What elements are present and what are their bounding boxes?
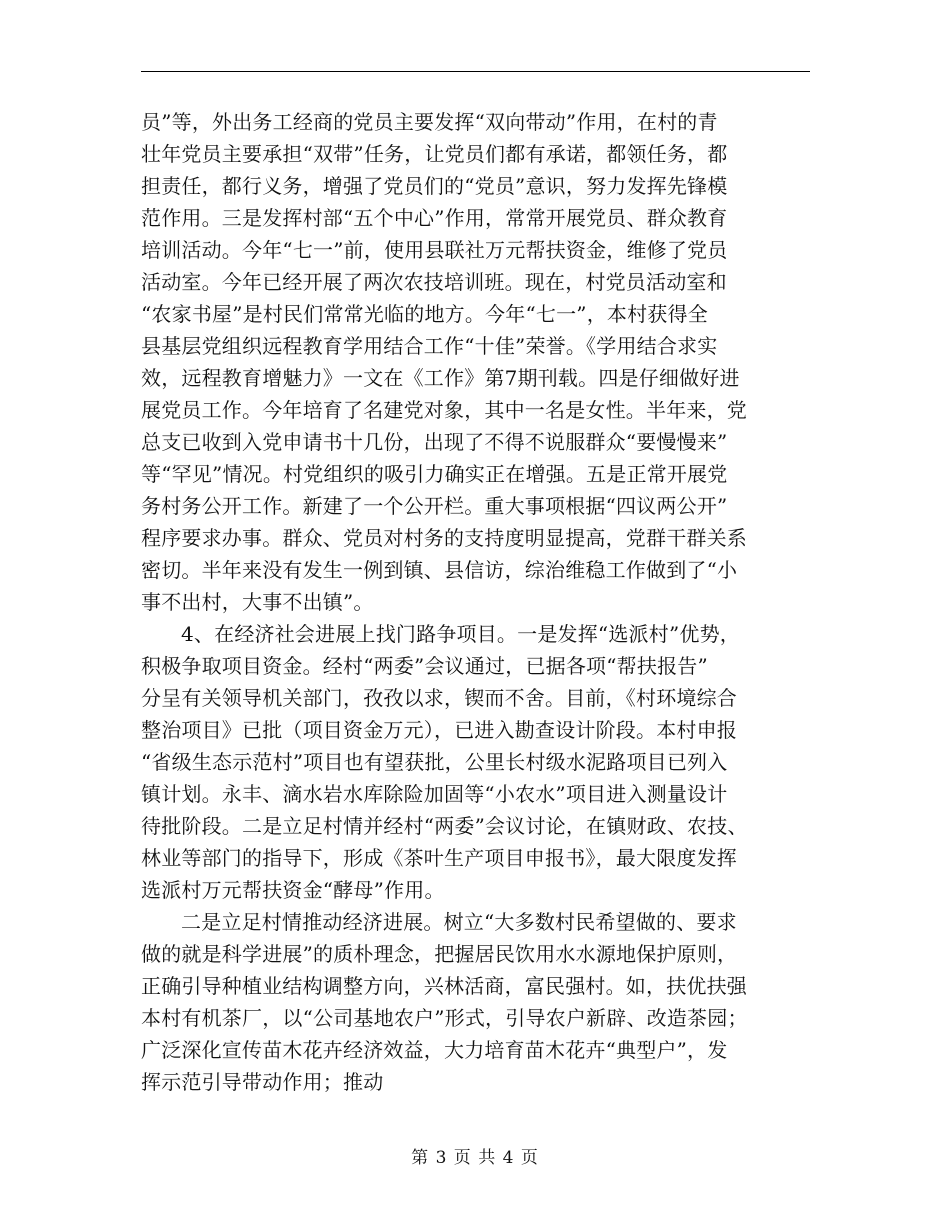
text-line: 务村务公开工作。新建了一个公开栏。重大事项根据“四议两公开” — [141, 494, 728, 518]
text-line: 等“罕见”情况。村党组织的吸引力确实正在增强。五是正常开展党 — [141, 462, 728, 486]
text-line: 做的就是科学进展”的质朴理念，把握居民饮用水水源地保护原则， — [141, 942, 738, 966]
text-line: 选派村万元帮扶资金“酵母”作用。 — [141, 878, 445, 902]
body-text — [141, 106, 810, 1098]
text-line: 整治项目》已批（项目资金万元），已进入勘查设计阶段。本村申报 — [141, 718, 737, 742]
text-line: 活动室。今年已经开展了两次农技培训班。现在，村党员活动室和 — [141, 270, 727, 294]
text-line: 镇计划。永丰、滴水岩水库除险加固等“小农水”项目进入测量设计 — [141, 782, 728, 806]
header-rule — [141, 71, 810, 72]
text-line: 壮年党员主要承担“双带”任务，让党员们都有承诺，都领任务，都 — [141, 142, 728, 166]
text-line: 积极争取项目资金。经村“两委”会议通过，已据各项“帮扶报告” — [141, 654, 708, 678]
text-line: 林业等部门的指导下，形成《茶叶生产项目申报书》，最大限度发挥 — [141, 846, 737, 870]
text-line: 效，远程教育增魅力》一文在《工作》第7期刊载。四是仔细做好进 — [141, 366, 740, 390]
text-line: 员”等，外出务工经商的党员主要发挥“双向带动”作用，在村的青 — [141, 110, 718, 134]
page-number-footer: 第 3 页 共 4 页 — [411, 1148, 539, 1168]
text-line: 密切。半年来没有发生一例到镇、县信访，综治维稳工作做到了“小 — [141, 558, 738, 582]
text-line: 总支已收到入党申请书十几份，出现了不得不说服群众“要慢慢来” — [141, 430, 728, 454]
text-line: 二是立足村情推动经济进展。树立“大多数村民希望做的、要求 — [181, 910, 737, 934]
text-line: 担责任，都行义务，增强了党员们的“党员”意识，努力发挥先锋模 — [141, 174, 728, 198]
text-line: 分呈有关领导机关部门，孜孜以求，锲而不舍。目前，《村环境综合 — [141, 686, 737, 710]
text-line: 培训活动。今年“七一”前，使用县联社万元帮扶资金，维修了党员 — [141, 238, 728, 262]
text-line: 事不出村，大事不出镇”。 — [141, 590, 374, 614]
text-line: 广泛深化宣传苗木花卉经济效益，大力培育苗木花卉“典型户”，发 — [141, 1038, 728, 1062]
text-line: 本村有机茶厂，以“公司基地农户”形式，引导农户新辟、改造茶园； — [141, 1006, 748, 1030]
text-line: “农家书屋”是村民们常常光临的地方。今年“七一”，本村获得全 — [141, 302, 708, 326]
text-line: 展党员工作。今年培育了名建党对象，其中一名是女性。半年来，党 — [141, 398, 747, 422]
text-line: 挥示范引导带动作用；推动 — [141, 1070, 384, 1094]
text-line: 程序要求办事。群众、党员对村务的支持度明显提高，党群干群关系 — [141, 526, 747, 550]
text-line: 范作用。三是发挥村部“五个中心”作用，常常开展党员、群众教育 — [141, 206, 728, 230]
text-line: 正确引导种植业结构调整方向，兴林活商，富民强村。如，扶优扶强 — [141, 974, 747, 998]
text-line: “省级生态示范村”项目也有望获批，公里长村级水泥路项目已列入 — [141, 750, 728, 774]
text-line: 4、在经济社会进展上找门路争项目。一是发挥“选派村”优势， — [181, 622, 740, 646]
text-line: 待批阶段。二是立足村情并经村“两委”会议讨论，在镇财政、农技、 — [141, 814, 748, 838]
text-line: 县基层党组织远程教育学用结合工作“十佳”荣誉。《学用结合求实 — [141, 334, 718, 358]
